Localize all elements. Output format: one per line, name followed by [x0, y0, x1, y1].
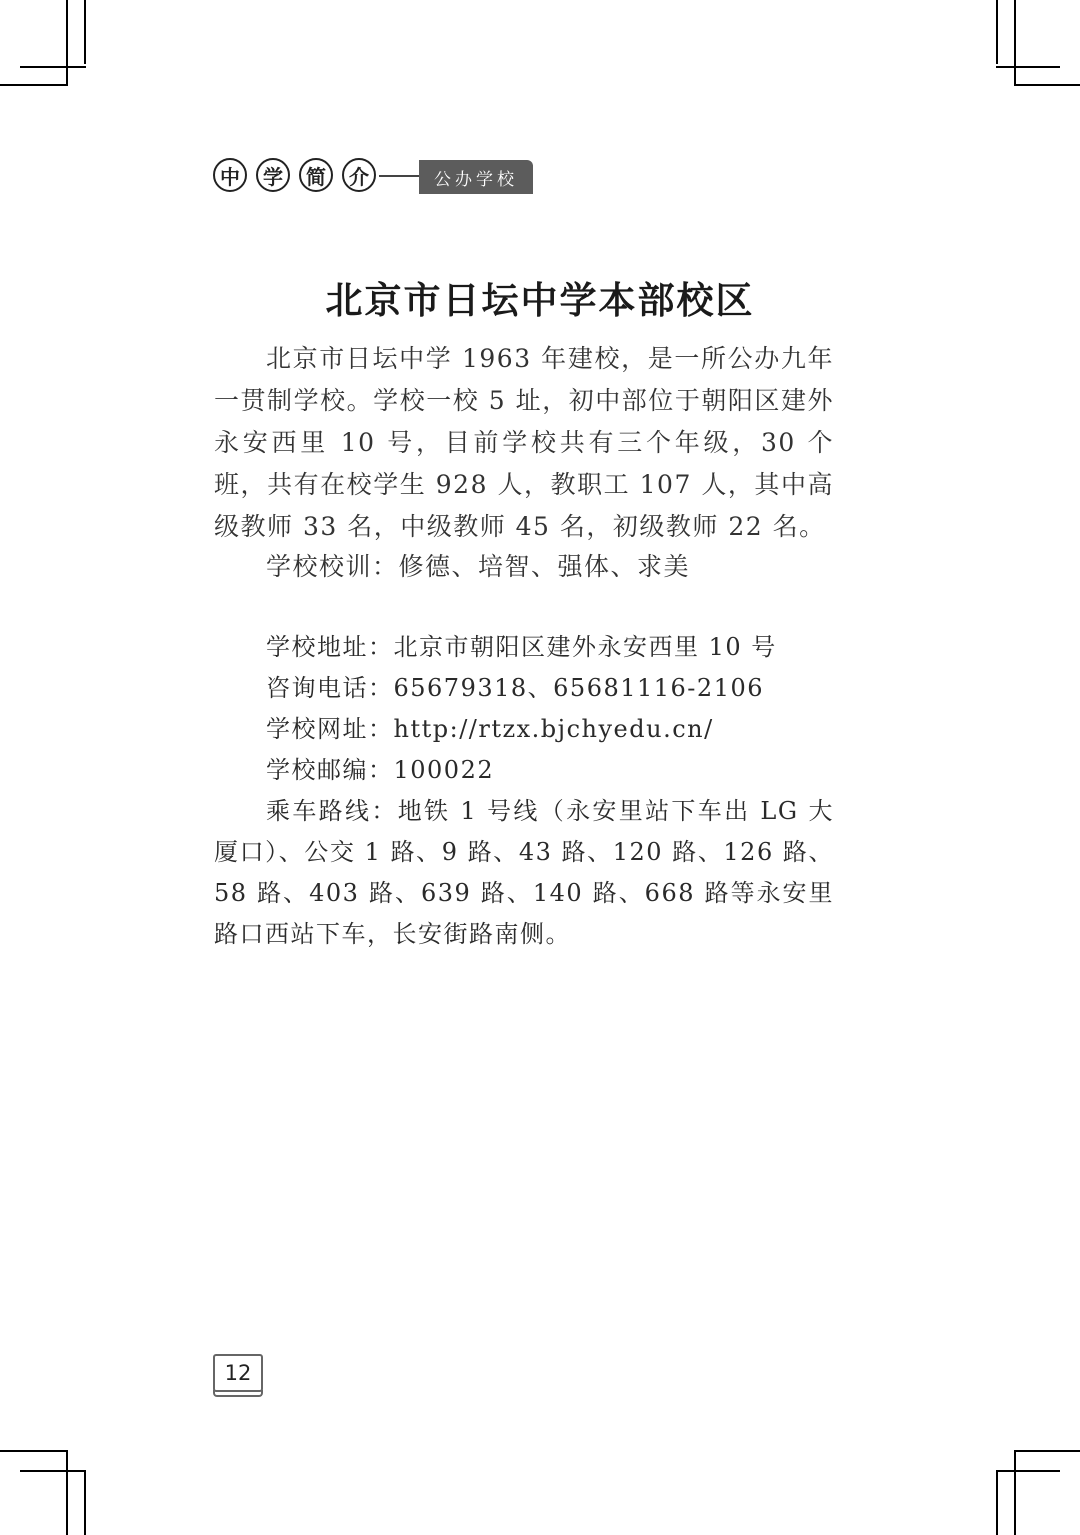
crop-mark-top-right-h2: [996, 66, 1060, 68]
section-header: [213, 158, 543, 198]
page-title: 北京市日坛中学本部校区: [325, 279, 755, 322]
crop-mark-top-right-v2: [996, 0, 998, 64]
circled-char: 中: [213, 158, 247, 192]
book-spine: [213, 1390, 263, 1397]
crop-mark-top-left-h2: [20, 66, 86, 68]
crop-mark-bottom-right-v: [1014, 1450, 1016, 1535]
page-number: 12: [224, 1361, 252, 1385]
crop-mark-bottom-right-h2: [996, 1470, 1060, 1472]
circled-char: 介: [342, 158, 376, 192]
crop-mark-top-right-v: [1014, 0, 1016, 85]
consult-phone: 咨询电话：65679318、65681116-2106: [266, 674, 764, 702]
circled-char: 简: [299, 158, 333, 192]
crop-mark-bottom-left-h2: [20, 1470, 86, 1472]
crop-mark-top-left-v: [66, 0, 68, 85]
crop-mark-bottom-left-h: [0, 1450, 68, 1452]
crop-mark-bottom-right-v2: [996, 1470, 998, 1535]
school-address: 学校地址：北京市朝阳区建外永安西里 10 号: [266, 633, 777, 661]
crop-mark-top-left-h: [0, 84, 68, 86]
header-connector-line: [379, 175, 419, 177]
crop-mark-top-right-h: [1014, 84, 1080, 86]
intro-paragraph: 北京市日坛中学 1963 年建校，是一所公办九年一贯制学校。学校一校 5 址，初中部位于朝阳区建外永安西里 10 号，目前学校共有三个年级，30 个班，共有在校学生 928 人，教职工 107 人，其中高级教师 33 名，中级教师 45 名，初级教师 22 名。: [214, 344, 834, 541]
circled-char: 学: [256, 158, 290, 192]
school-postcode: 学校邮编：100022: [266, 756, 495, 784]
school-motto: 学校校训：修德、培智、强体、求美: [266, 552, 691, 581]
crop-mark-top-left-v2: [84, 0, 86, 64]
page-number-badge: [213, 1354, 265, 1398]
bus-route: 乘车路线：地铁 1 号线（永安里站下车出 LG 大厦口）、公交 1 路、9 路、43 路、120 路、126 路、58 路、403 路、639 路、140 路、668 路等永安里路口西站下车，长安街路南侧。: [214, 797, 834, 948]
crop-mark-bottom-left-v2: [84, 1470, 86, 1535]
category-tag: 公办学校: [419, 160, 533, 194]
crop-mark-bottom-left-v: [66, 1450, 68, 1535]
school-website: 学校网址：http://rtzx.bjchyedu.cn/: [266, 715, 714, 743]
crop-mark-bottom-right-h: [1014, 1450, 1080, 1452]
